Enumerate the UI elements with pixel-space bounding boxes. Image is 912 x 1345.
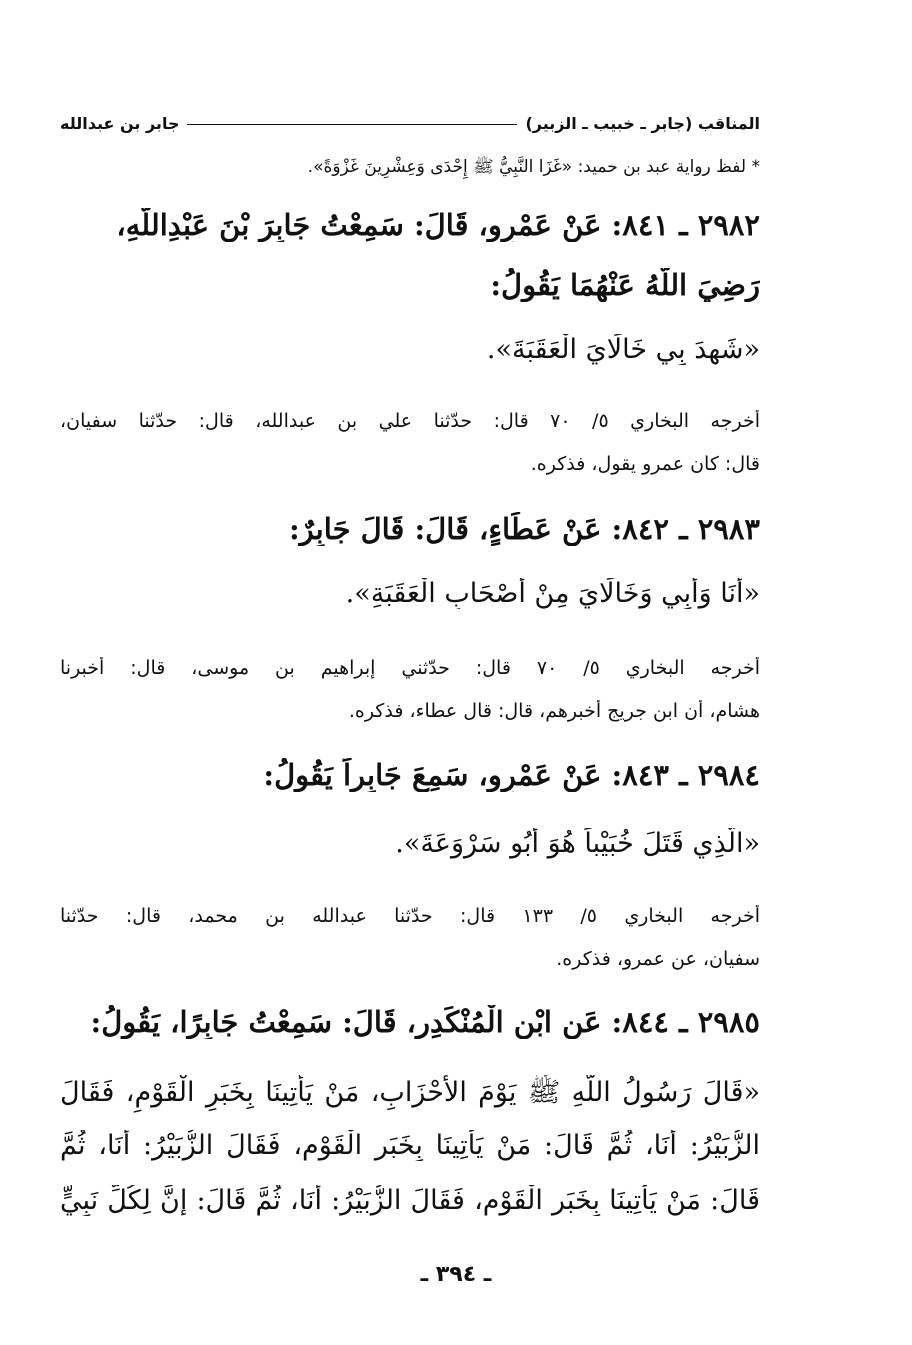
- hadith-2983-matn: «أَنَا وَأَبِي وَخَالَايَ مِنْ أَصْحَابِ الْعَقَبَةِ».: [345, 578, 760, 609]
- running-header: [60, 108, 760, 138]
- hadith-2982-takhrij-cont: قال: كان عمرو يقول، فذكره.: [530, 453, 760, 475]
- hadith-2983-takhrij-cont: هشام، أن ابن جريج أخبرهم، قال: قال عطاء، فذكره.: [348, 700, 760, 722]
- hadith-2982-isnad-cont: رَضِيَ اللَّهُ عَنْهُمَا يَقُولُ:: [490, 268, 760, 302]
- hadith-2982-takhrij: أخرجه البخاري ٥/ ٧٠ قال: حدّثنا علي بن عبدالله، قال: حدّثنا سفيان،: [60, 410, 760, 432]
- header-rule: [187, 124, 517, 125]
- hadith-2982-matn: «شَهِدَ بِي خَالَايَ الْعَقَبَةَ».: [486, 334, 760, 365]
- hadith-2985-isnad: ٢٩٨٥ ـ ٨٤٤: عَنِ ابْنِ الْمُنْكَدِرِ، قَالَ: سَمِعْتُ جَابِرًا، يَقُولُ:: [90, 1005, 760, 1039]
- hadith-2985-matn: «قَالَ رَسُولُ اللَّهِ ﷺ يَوْمَ الأَحْزَابِ، مَنْ يَأْتِينَا بِخَبَرِ الْقَوْمِ، فَقَالَ: [60, 1077, 760, 1108]
- hadith-2985-matn-cont-2: قَالَ: مَنْ يَأْتِينَا بِخَبَرِ الْقَوْمِ، فَقَالَ الزُّبَيْرُ: أَنَا، ثُمَّ قَالَ: إِنَّ لِكُلِّ نَبِيٍّ: [60, 1185, 760, 1216]
- header-section-title: المناقب (جابر ـ خبيب ـ الزبير): [525, 113, 760, 133]
- hadith-2984-matn: «الَّذِي قَتَلَ خُبَيْباً هُوَ أَبُو سَرْوَعَةَ».: [395, 828, 760, 859]
- page-number: ـ ٣٩٤ ـ: [420, 1262, 492, 1287]
- narration-note: * لفظ رواية عبد بن حميد: «غَزَا النَّبِيُّ ﷺ إِحْدَى وَعِشْرِينَ غَزْوَةً».: [307, 157, 760, 177]
- hadith-2983-isnad: ٢٩٨٣ ـ ٨٤٢: عَنْ عَطَاءٍ، قَالَ: قَالَ جَابِرٌ:: [288, 512, 760, 546]
- hadith-2984-isnad: ٢٩٨٤ ـ ٨٤٣: عَنْ عَمْرٍو، سَمِعَ جَابِراً يَقُولُ:: [263, 758, 760, 792]
- hadith-2983-takhrij: أخرجه البخاري ٥/ ٧٠ قال: حدّثني إبراهيم بن موسى، قال: أخبرنا: [60, 657, 760, 679]
- hadith-2984-takhrij: أخرجه البخاري ٥/ ١٣٣ قال: حدّثنا عبدالله بن محمد، قال: حدّثنا: [60, 905, 760, 927]
- header-chapter-title: جابر بن عبدالله: [60, 113, 180, 133]
- hadith-2982-isnad: ٢٩٨٢ ـ ٨٤١: عَنْ عَمْرٍو، قَالَ: سَمِعْتُ جَابِرَ بْنَ عَبْدِاللَّهِ،: [116, 208, 760, 242]
- hadith-2984-takhrij-cont: سفيان، عن عمرو، فذكره.: [556, 948, 760, 970]
- hadith-2985-matn-cont-1: الزُّبَيْرُ: أَنَا، ثُمَّ قَالَ: مَنْ يَأْتِينَا بِخَبَرِ الْقَوْمِ، فَقَالَ الزُّبَيْرُ: أَنَا، ثُمَّ: [60, 1130, 760, 1161]
